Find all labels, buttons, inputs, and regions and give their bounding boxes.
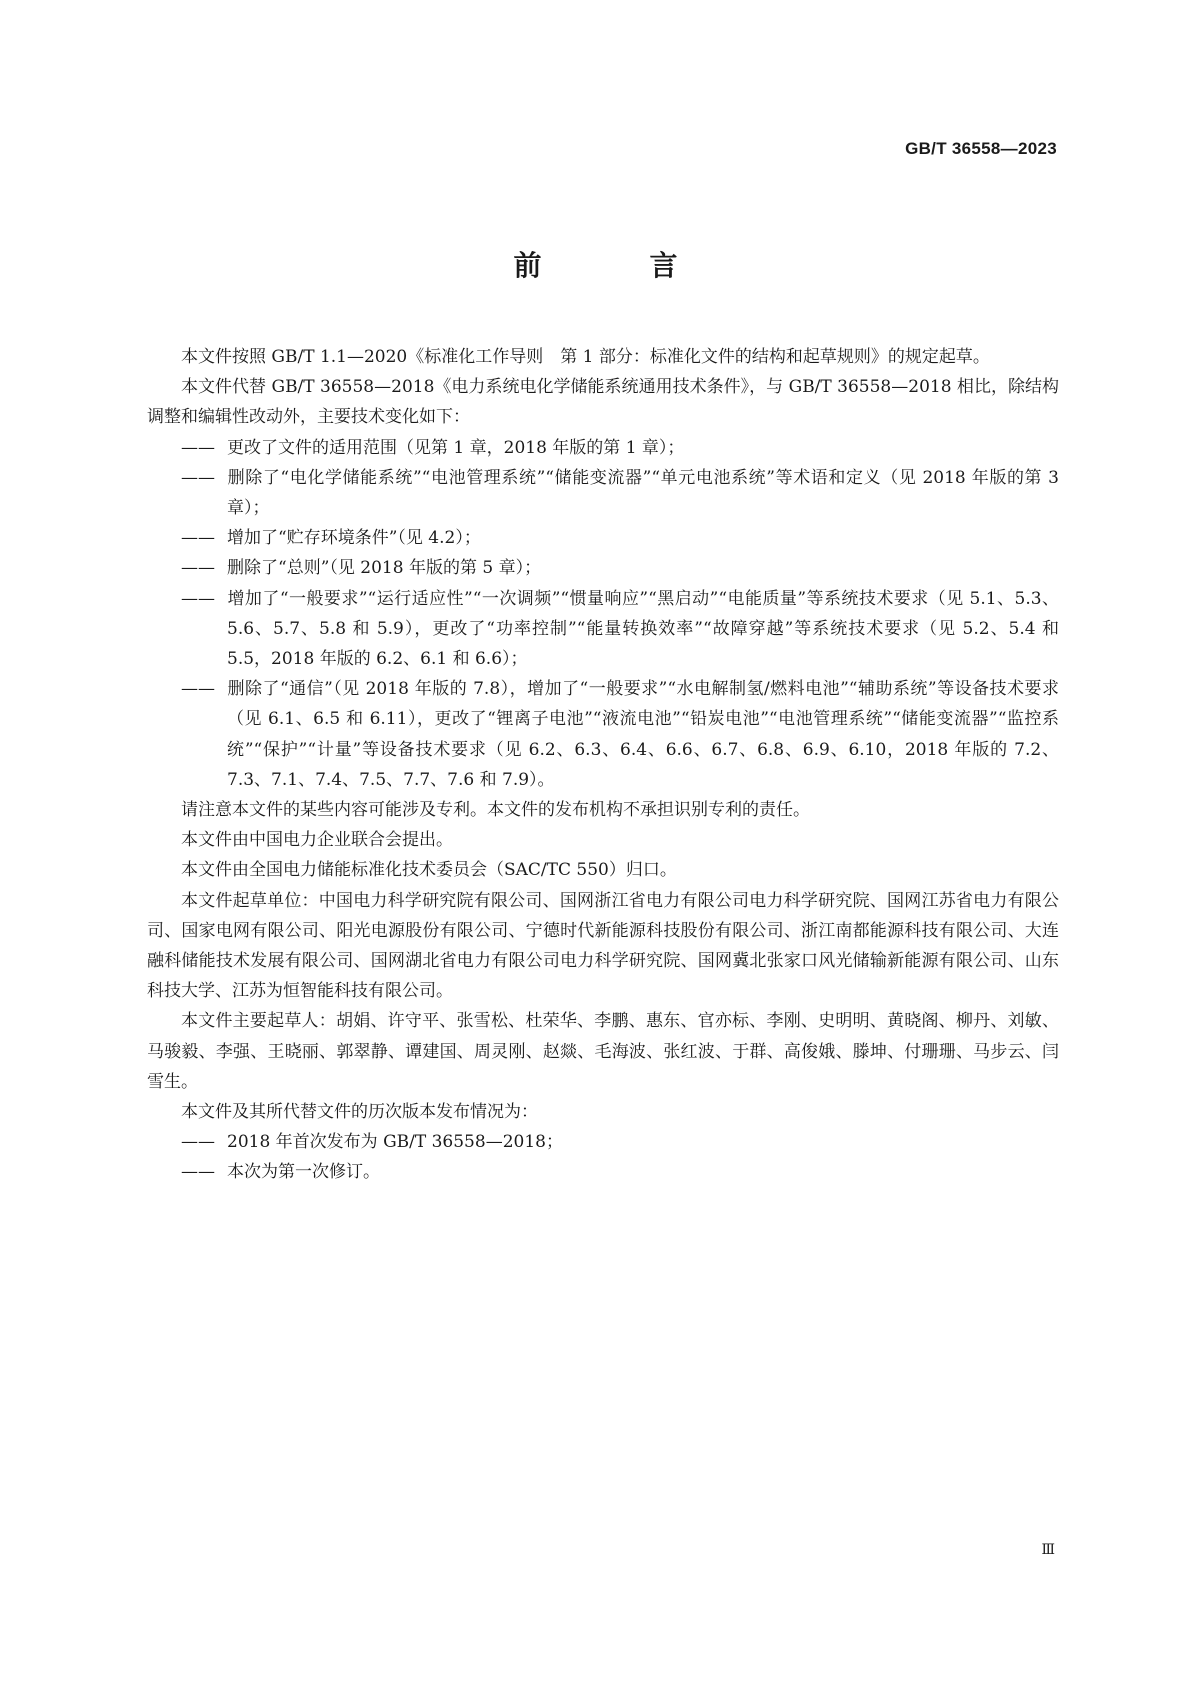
paragraph-drafters: 本文件主要起草人：胡娟、许守平、张雪松、杜荣华、李鹏、惠东、官亦标、李刚、史明明、黄晓阁、柳丹、刘敏、马骏毅、李强、王晓丽、郭翠静、谭建国、周灵刚、赵燚、毛海波、张红波、于群、高俊娥、滕坤、付珊珊、马步云、闫雪生。 bbox=[147, 1011, 1059, 1092]
page-number: Ⅲ bbox=[1041, 1542, 1055, 1558]
change-item: —— 删除了“总则”（见 2018 年版的第 5 章）； bbox=[147, 553, 1059, 583]
dash-mark: —— bbox=[181, 558, 215, 579]
page-title: 前 言 bbox=[513, 249, 718, 282]
paragraph-version-history: 本文件及其所代替文件的历次版本发布情况为： bbox=[181, 1102, 538, 1123]
change-item: —— 更改了文件的适用范围（见第 1 章，2018 年版的第 1 章）； bbox=[147, 433, 1059, 463]
paragraph-drafting-rules: 本文件按照 GB/T 1.1—2020《标准化工作导则 第 1 部分：标准化文件的结构和起草规则》的规定起草。 bbox=[181, 347, 990, 367]
document-body bbox=[147, 342, 1059, 1188]
dash-mark: —— bbox=[181, 1162, 215, 1183]
dash-mark: —— bbox=[181, 467, 215, 488]
change-item: —— 删除了“通信”（见 2018 年版的 7.8），增加了“一般要求”“水电解制氢/燃料电池”“辅助系统”等设备技术要求（见 6.1、6.5 和 6.11），更改了“锂离子电池”“液流电池”“铅炭电池”“电池管理系统”“储能变流器”“监控系统”“保护”“计量”等设备技术要求（见 6.2、6.3、6.4、6.6、6.7、6.8、6.9、6.10，2018 年版的 7.2、7.3、7.1、7.4、7.5、7.7、7.6 和 7.9）。 bbox=[147, 674, 1059, 795]
dash-mark: —— bbox=[181, 588, 215, 609]
dash-mark: —— bbox=[181, 1132, 215, 1153]
history-item: —— 2018 年首次发布为 GB/T 36558—2018； bbox=[147, 1127, 1059, 1157]
paragraph-proposer: 本文件由中国电力企业联合会提出。 bbox=[181, 830, 453, 851]
change-item: —— 增加了“贮存环境条件”（见 4.2）； bbox=[147, 523, 1059, 553]
change-item: —— 删除了“电化学储能系统”“电池管理系统”“储能变流器”“单元电池系统”等术语和定义（见 2018 年版的第 3 章）； bbox=[147, 463, 1059, 523]
paragraph-patent-notice: 请注意本文件的某些内容可能涉及专利。本文件的发布机构不承担识别专利的责任。 bbox=[181, 800, 810, 821]
dash-mark: —— bbox=[181, 437, 215, 458]
change-item: —— 增加了“一般要求”“运行适应性”“一次调频”“惯量响应”“黑启动”“电能质量”等系统技术要求（见 5.1、5.3、5.6、5.7、5.8 和 5.9），更改了“功率控制”“能量转换效率”“故障穿越”等系统技术要求（见 5.2、5.4 和 5.5，2018 年版的 6.2、6.1 和 6.6）； bbox=[147, 584, 1059, 675]
paragraph-technical-committee: 本文件由全国电力储能标准化技术委员会（SAC/TC 550）归口。 bbox=[181, 860, 677, 881]
dash-mark: —— bbox=[181, 679, 215, 700]
standard-code: GB/T 36558—2023 bbox=[905, 139, 1057, 158]
paragraph-replacement: 本文件代替 GB/T 36558—2018《电力系统电化学储能系统通用技术条件》，与 GB/T 36558—2018 相比，除结构调整和编辑性改动外，主要技术变化如下： bbox=[147, 377, 1059, 428]
dash-mark: —— bbox=[181, 528, 215, 549]
history-item: —— 本次为第一次修订。 bbox=[147, 1157, 1059, 1187]
paragraph-drafting-units: 本文件起草单位：中国电力科学研究院有限公司、国网浙江省电力有限公司电力科学研究院、国网江苏省电力有限公司、国家电网有限公司、阳光电源股份有限公司、宁德时代新能源科技股份有限公司、浙江南都能源科技有限公司、大连融科储能技术发展有限公司、国网湖北省电力有限公司电力科学研究院、国网冀北张家口风光储输新能源有限公司、山东科技大学、江苏为恒智能科技有限公司。 bbox=[147, 890, 1059, 1002]
